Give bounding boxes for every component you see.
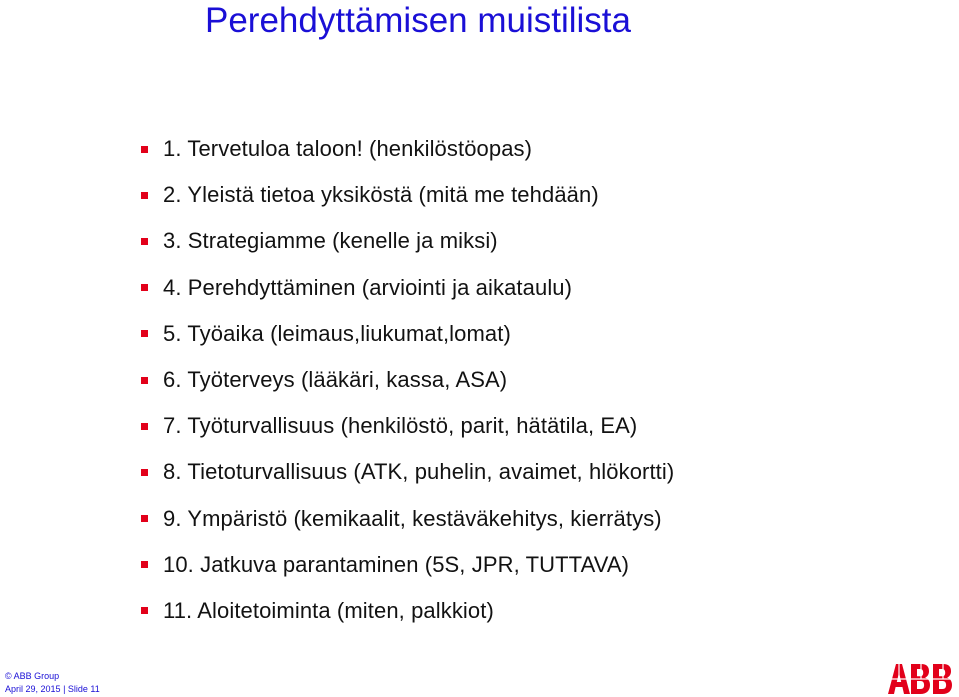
list-item-text: 9. Ympäristö (kemikaalit, kestäväkehitys, kierrätys) (163, 505, 662, 531)
slide-title: Perehdyttämisen muistilista (205, 1, 631, 40)
footer-separator: | (63, 684, 66, 694)
list-item (141, 311, 674, 357)
square-bullet-icon (141, 330, 148, 337)
footer-slide-number: Slide 11 (67, 684, 100, 694)
list-item-text: 3. Strategiamme (kenelle ja miksi) (163, 228, 498, 254)
list-item (141, 126, 674, 172)
square-bullet-icon (141, 515, 148, 522)
list-item (141, 172, 674, 218)
bullet-list (141, 126, 674, 634)
footer-date-slide (5, 683, 100, 696)
list-item (141, 542, 674, 588)
square-bullet-icon (141, 238, 148, 245)
footer-date: April 29, 2015 (5, 684, 61, 694)
square-bullet-icon (141, 607, 148, 614)
square-bullet-icon (141, 192, 148, 199)
square-bullet-icon (141, 146, 148, 153)
square-bullet-icon (141, 284, 148, 291)
slide-footer (5, 670, 100, 696)
abb-logo-icon (888, 664, 954, 694)
square-bullet-icon (141, 469, 148, 476)
list-item (141, 449, 674, 495)
list-item-text: 1. Tervetuloa taloon! (henkilöstöopas) (163, 136, 533, 162)
list-item (141, 588, 674, 634)
square-bullet-icon (141, 377, 148, 384)
square-bullet-icon (141, 423, 148, 430)
list-item-text: 6. Työterveys (lääkäri, kassa, ASA) (163, 367, 508, 393)
list-item (141, 265, 674, 311)
list-item-text: 5. Työaika (leimaus,liukumat,lomat) (163, 320, 511, 346)
list-item-text: 7. Työturvallisuus (henkilöstö, parit, hätätila, EA) (163, 413, 638, 439)
list-item-text: 8. Tietoturvallisuus (ATK, puhelin, avaimet, hlökortti) (163, 459, 675, 485)
list-item (141, 403, 674, 449)
list-item (141, 357, 674, 403)
list-item-text: 10. Jatkuva parantaminen (5S, JPR, TUTTAVA) (163, 551, 630, 577)
footer-copyright: © ABB Group (5, 671, 60, 681)
list-item (141, 496, 674, 542)
list-item (141, 218, 674, 264)
list-item-text: 11. Aloitetoiminta (miten, palkkiot) (163, 597, 494, 623)
list-item-text: 4. Perehdyttäminen (arviointi ja aikataulu) (163, 274, 573, 300)
square-bullet-icon (141, 561, 148, 568)
list-item-text: 2. Yleistä tietoa yksiköstä (mitä me tehdään) (163, 182, 599, 208)
